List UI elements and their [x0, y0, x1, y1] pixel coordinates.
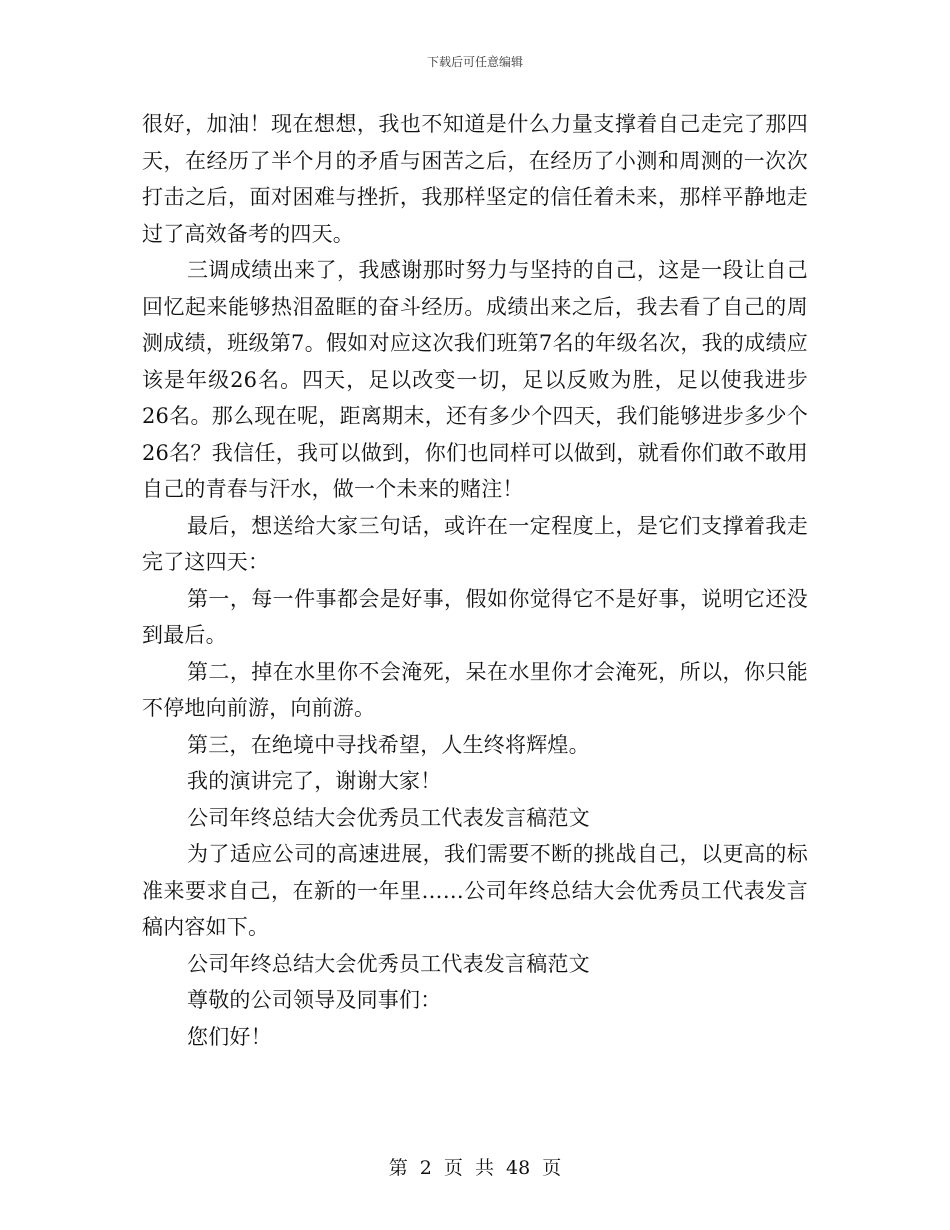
- paragraph-1: 很好，加油！现在想想，我也不知道是什么力量支撑着自己走完了那四天，在经历了半个月的矛盾与困苦之后，在经历了小测和周测的一次次打击之后，面对困难与挫折，我那样坚定的信任着未来，那样平静地走过了高效备考的四天。: [142, 112, 808, 246]
- page-header: 下载后可任意编辑: [426, 55, 523, 69]
- section-title-2: 公司年终总结大会优秀员工代表发言稿范文: [187, 951, 590, 976]
- paragraph-9: 为了适应公司的高速进展，我们需要不断的挑战自己，以更高的标准来要求自己，在新的一年里……公司年终总结大会优秀员工代表发言稿内容如下。: [142, 842, 808, 939]
- salutation: 尊敬的公司领导及同事们：: [187, 988, 442, 1012]
- paragraph-7: 我的演讲完了，谢谢大家！: [187, 769, 442, 793]
- paragraph-6: 第三，在绝境中寻找希望，人生终将辉煌。: [187, 732, 590, 757]
- page-footer: 第 2 页 共 48 页: [388, 1157, 562, 1179]
- document-body: [142, 106, 808, 1055]
- paragraph-3: 最后，想送给大家三句话，或许在一定程度上，是它们支撑着我走完了这四天：: [142, 513, 808, 574]
- greeting: 您们好！: [187, 1024, 272, 1049]
- paragraph-5: 第二，掉在水里你不会淹死，呆在水里你才会淹死，所以，你只能不停地向前游，向前游。: [142, 659, 808, 720]
- paragraph-4: 第一，每一件事都会是好事，假如你觉得它不是好事，说明它还没到最后。: [142, 586, 808, 647]
- section-title-1: 公司年终总结大会优秀员工代表发言稿范文: [187, 805, 590, 830]
- paragraph-2: 三调成绩出来了，我感谢那时努力与坚持的自己，这是一段让自己回忆起来能够热泪盈眶的奋斗经历。成绩出来之后，我去看了自己的周测成绩，班级第7。假如对应这次我们班第7名的年级名次，我的成绩应该是年级26名。四天，足以改变一切，足以反败为胜，足以使我进步26名。那么现在呢，距离期末，还有多少个四天，我们能够进步多少个26名？我信任，我可以做到，你们也同样可以做到，就看你们敢不敢用自己的青春与汗水，做一个未来的赌注！: [142, 258, 808, 501]
